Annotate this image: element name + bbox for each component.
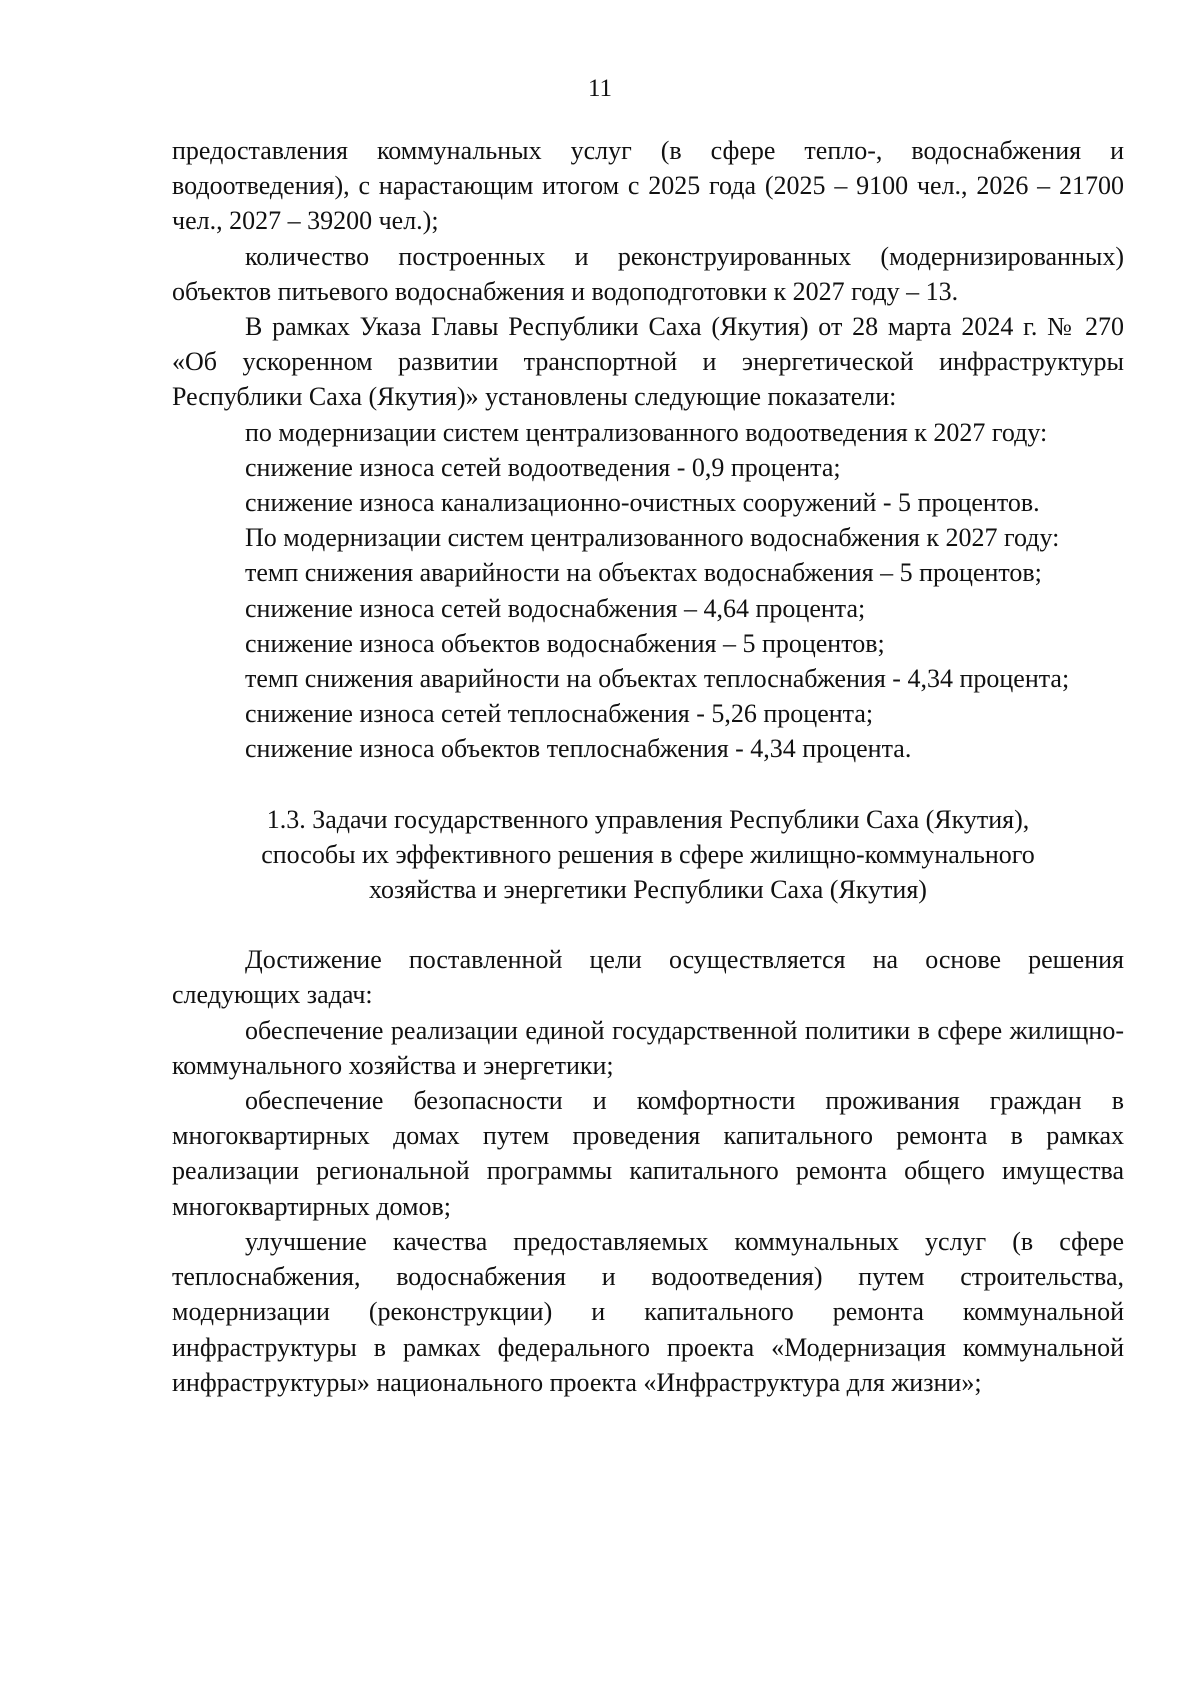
document-body xyxy=(172,133,1124,1400)
page-number: 11 xyxy=(587,75,613,102)
paragraph: обеспечение реализации единой государственной политики в сфере жилищно-коммунального хозяйства и энергетики; xyxy=(172,1015,1124,1080)
paragraph: по модернизации систем централизованного водоотведения к 2027 году: xyxy=(245,417,1048,447)
paragraph: обеспечение безопасности и комфортности проживания граждан в многоквартирных домах путем проведения капитального ремонта в рамках реализации региональной программы капитального ремонта общего имущества многоквартирных домов; xyxy=(172,1086,1124,1221)
paragraph: предоставления коммунальных услуг (в сфере тепло-, водоснабжения и водоотведения), с нарастающим итогом с 2025 года (2025 – 9100 чел., 2026 – 21700 чел., 2027 – 39200 чел.); xyxy=(172,136,1124,236)
paragraph: Достижение поставленной цели осуществляется на основе решения следующих задач: xyxy=(172,945,1124,1010)
paragraph: улучшение качества предоставляемых коммунальных услуг (в сфере теплоснабжения, водоснабжения и водоотведения) путем строительства, модернизации (реконструкции) и капитального ремонта коммунальной инфраструктуры в рамках федерального проекта «Модернизация коммунальной инфраструктуры» национального проекта «Инфраструктура для жизни»; xyxy=(172,1226,1124,1397)
paragraph: темп снижения аварийности на объектах теплоснабжения - 4,34 процента; xyxy=(245,664,1070,694)
paragraph: темп снижения аварийности на объектах водоснабжения – 5 процентов; xyxy=(245,558,1042,588)
paragraph: количество построенных и реконструированных (модернизированных) объектов питьевого водоснабжения и водоподготовки к 2027 году – 13. xyxy=(172,241,1124,306)
paragraph: снижение износа объектов водоснабжения – 5 процентов; xyxy=(245,628,885,658)
paragraph: снижение износа сетей водоотведения - 0,9 процента; xyxy=(245,452,841,482)
section-heading-line: хозяйства и энергетики Республики Саха (Якутия) xyxy=(369,875,927,905)
paragraph: снижение износа объектов теплоснабжения - 4,34 процента. xyxy=(245,734,912,764)
paragraph: По модернизации систем централизованного водоснабжения к 2027 году: xyxy=(245,523,1060,553)
section-heading xyxy=(172,802,1124,908)
paragraph: снижение износа сетей водоснабжения – 4,64 процента; xyxy=(245,593,866,623)
paragraph: снижение износа сетей теплоснабжения - 5,26 процента; xyxy=(245,699,874,729)
paragraph: снижение износа канализационно-очистных сооружений - 5 процентов. xyxy=(245,488,1040,518)
paragraph: В рамках Указа Главы Республики Саха (Якутия) от 28 марта 2024 г. № 270 «Об ускоренном развитии транспортной и энергетической инфраструктуры Республики Саха (Якутия)» установлены следующие показатели: xyxy=(172,312,1124,412)
section-heading-line: способы их эффективного решения в сфере жилищно-коммунального xyxy=(261,839,1035,869)
section-heading-line: 1.3. Задачи государственного управления Республики Саха (Якутия), xyxy=(266,804,1030,834)
